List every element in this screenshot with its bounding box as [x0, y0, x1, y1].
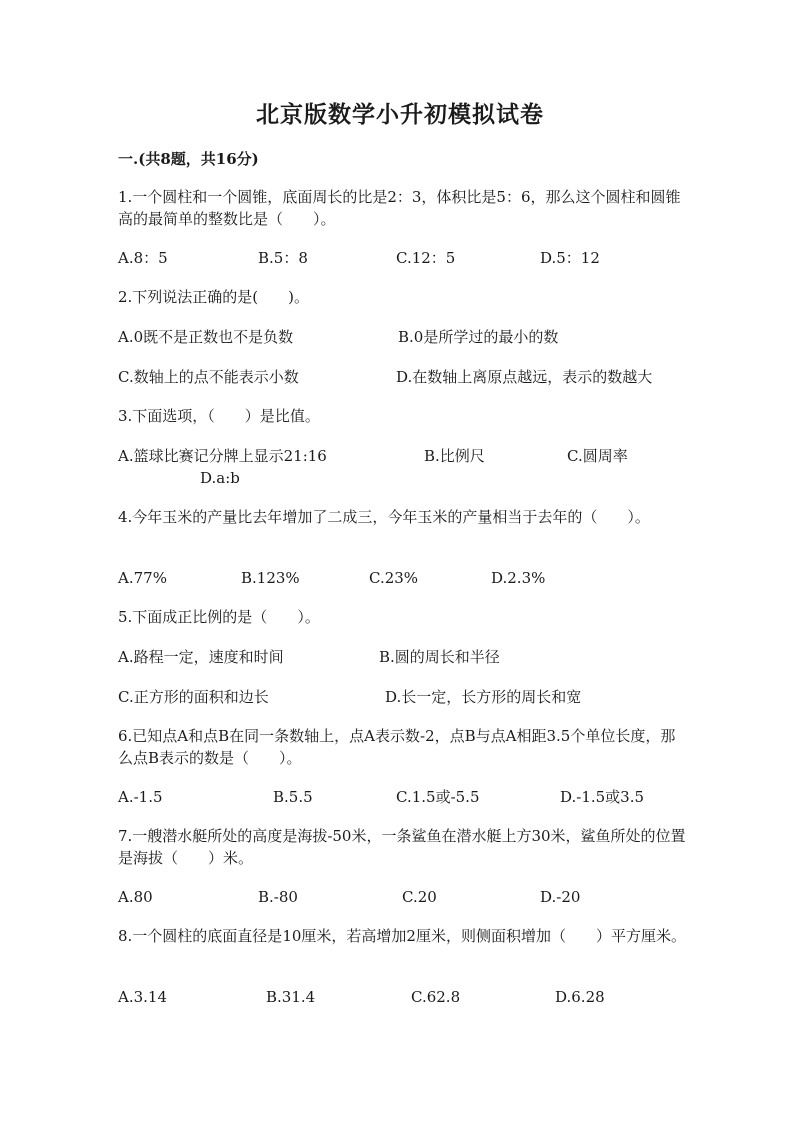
q1-option-a: A.8：5: [118, 249, 168, 267]
question-5: 5.下面成正比例的是（ ）。: [118, 608, 320, 626]
q2-option-c: C.数轴上的点不能表示小数: [118, 368, 299, 386]
q7-option-d: D.-20: [540, 888, 581, 906]
q3-option-a: A.篮球比赛记分牌上显示21:16: [118, 447, 327, 465]
q4-option-a: A.77%: [118, 569, 167, 587]
exam-title: 北京版数学小升初模拟试卷: [256, 101, 544, 128]
q5-option-c: C.正方形的面积和边长: [118, 688, 269, 706]
q6-option-b: B.5.5: [273, 788, 313, 806]
q3-option-b: B.比例尺: [424, 447, 485, 465]
section-heading: 一.(共8题，共16分): [118, 150, 259, 168]
question-4: 4.今年玉米的产量比去年增加了二成三，今年玉米的产量相当于去年的（ ）。: [118, 508, 650, 526]
q6-option-d: D.-1.5或3.5: [560, 788, 645, 806]
question-3: 3.下面选项，（ ）是比值。: [118, 407, 320, 425]
q2-option-a: A.0既不是正数也不是负数: [118, 328, 294, 346]
q6-option-a: A.-1.5: [118, 788, 163, 806]
q8-option-d: D.6.28: [555, 988, 605, 1006]
question-7: 7.一艘潜水艇所处的高度是海拔-50米，一条鲨鱼在潜水艇上方30米，鲨鱼所处的位置是海拔（ ）米。: [118, 827, 686, 867]
q8-option-a: A.3.14: [118, 988, 167, 1006]
q7-option-a: A.80: [118, 888, 153, 906]
q8-option-c: C.62.8: [411, 988, 461, 1006]
q2-option-b: B.0是所学过的最小的数: [398, 328, 559, 346]
question-2: 2.下列说法正确的是( )。: [118, 288, 310, 306]
q7-option-c: C.20: [402, 888, 437, 906]
q4-option-b: B.123%: [241, 569, 300, 587]
q3-option-d: D.a:b: [200, 469, 240, 487]
question-8: 8.一个圆柱的底面直径是10厘米，若高增加2厘米，则侧面积增加（ ）平方厘米。: [118, 927, 686, 945]
q1-option-c: C.12：5: [396, 249, 456, 267]
q1-option-b: B.5：8: [258, 249, 308, 267]
q4-option-d: D.2.3%: [491, 569, 546, 587]
q5-option-b: B.圆的周长和半径: [379, 648, 500, 666]
q4-option-c: C.23%: [369, 569, 419, 587]
q1-option-d: D.5：12: [540, 249, 600, 267]
q5-option-d: D.长一定，长方形的周长和宽: [385, 688, 582, 706]
question-6: 6.已知点A和点B在同一条数轴上，点A表示数-2，点B与点A相距3.5个单位长度，那么点B表示的数是（ ）。: [118, 727, 676, 767]
q6-option-c: C.1.5或-5.5: [396, 788, 480, 806]
q5-option-a: A.路程一定，速度和时间: [118, 648, 284, 666]
question-1: 1.一个圆柱和一个圆锥，底面周长的比是2：3，体积比是5：6，那么这个圆柱和圆锥高的最简单的整数比是（ ）。: [118, 188, 681, 228]
q8-option-b: B.31.4: [266, 988, 316, 1006]
q2-option-d: D.在数轴上离原点越远，表示的数越大: [396, 368, 653, 386]
q3-option-c: C.圆周率: [567, 447, 628, 465]
q7-option-b: B.-80: [258, 888, 298, 906]
